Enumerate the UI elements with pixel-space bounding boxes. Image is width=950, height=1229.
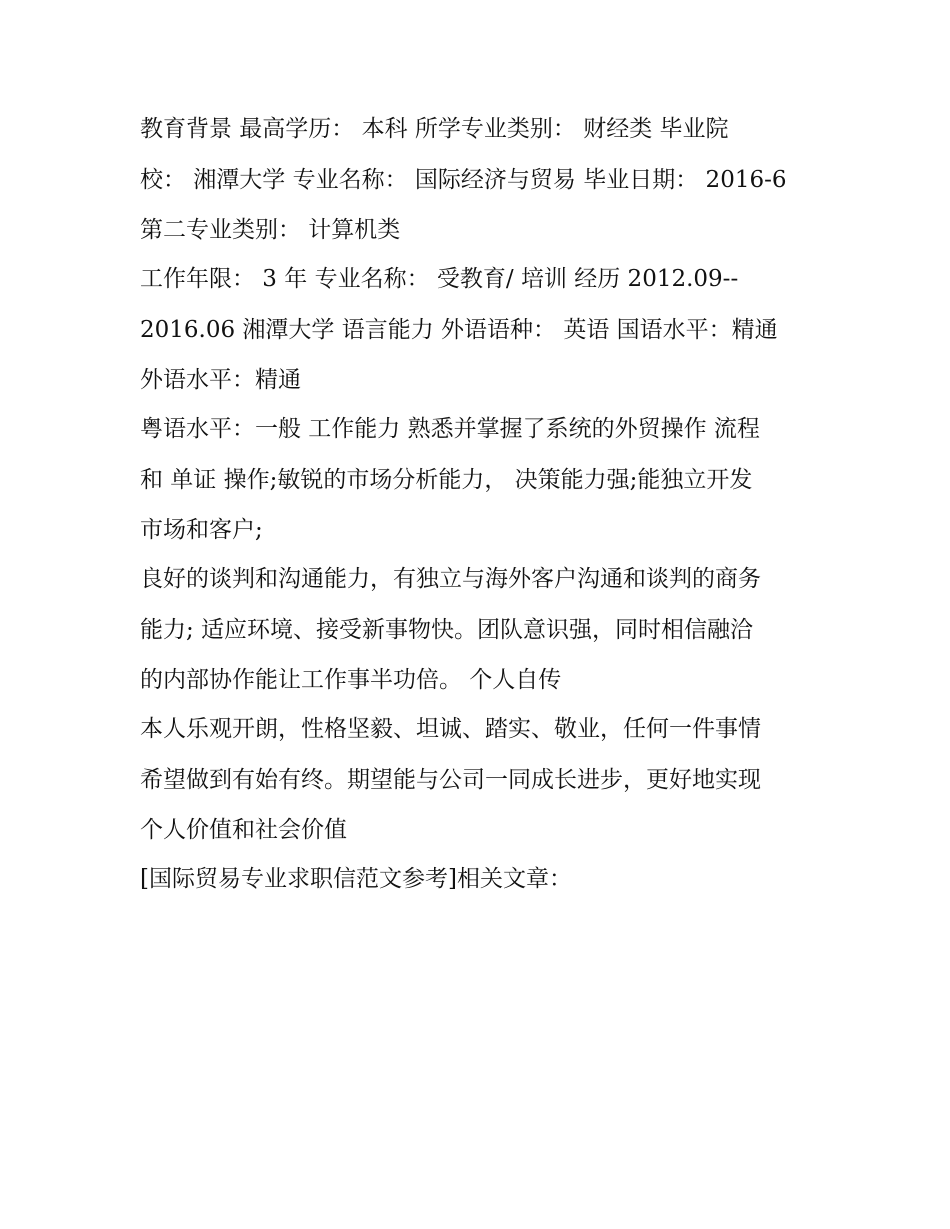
text-line-negotiation: 良好的谈判和沟通能力，有独立与海外客户沟通和谈判的商务 [140,566,761,592]
text-line-work-years: 工作年限： 3 年 专业名称： 受教育/ 培训 经历 2012.09-- [140,266,739,292]
text-line-personality: 本人乐观开朗，性格坚毅、坦诚、踏实、敬业，任何一件事情 [140,716,761,742]
document-body [140,104,830,905]
text-line-expectation: 希望做到有始有终。期望能与公司一同成长进步，更好地实现 [140,767,761,793]
text-line-related-articles: [国际贸易专业求职信范文参考]相关文章： [140,866,572,892]
text-line-adaptability: 能力; 适应环境、接受新事物快。团队意识强，同时相信融洽 [140,617,754,643]
text-line-cantonese: 粤语水平：一般 工作能力 熟悉并掌握了系统的外贸操作 流程 [140,416,760,442]
text-line-documents: 和 单证 操作;敏锐的市场分析能力， 决策能力强;能独立开发 [140,467,753,493]
text-line-school: 校： 湘潭大学 专业名称： 国际经济与贸易 毕业日期： 2016-6 [140,167,787,193]
text-line-teamwork: 的内部协作能让工作事半功倍。 个人自传 [140,667,562,693]
text-line-language: 2016.06 湘潭大学 语言能力 外语语种： 英语 国语水平：精通 [140,317,778,343]
text-line-foreign-language: 外语水平：精通 [140,367,301,393]
text-line-education: 教育背景 最高学历： 本科 所学专业类别： 财经类 毕业院 [140,116,729,142]
text-line-second-major: 第二专业类别： 计算机类 [140,217,401,243]
text-line-value: 个人价值和社会价值 [140,817,347,843]
text-line-market: 市场和客户; [140,517,263,543]
